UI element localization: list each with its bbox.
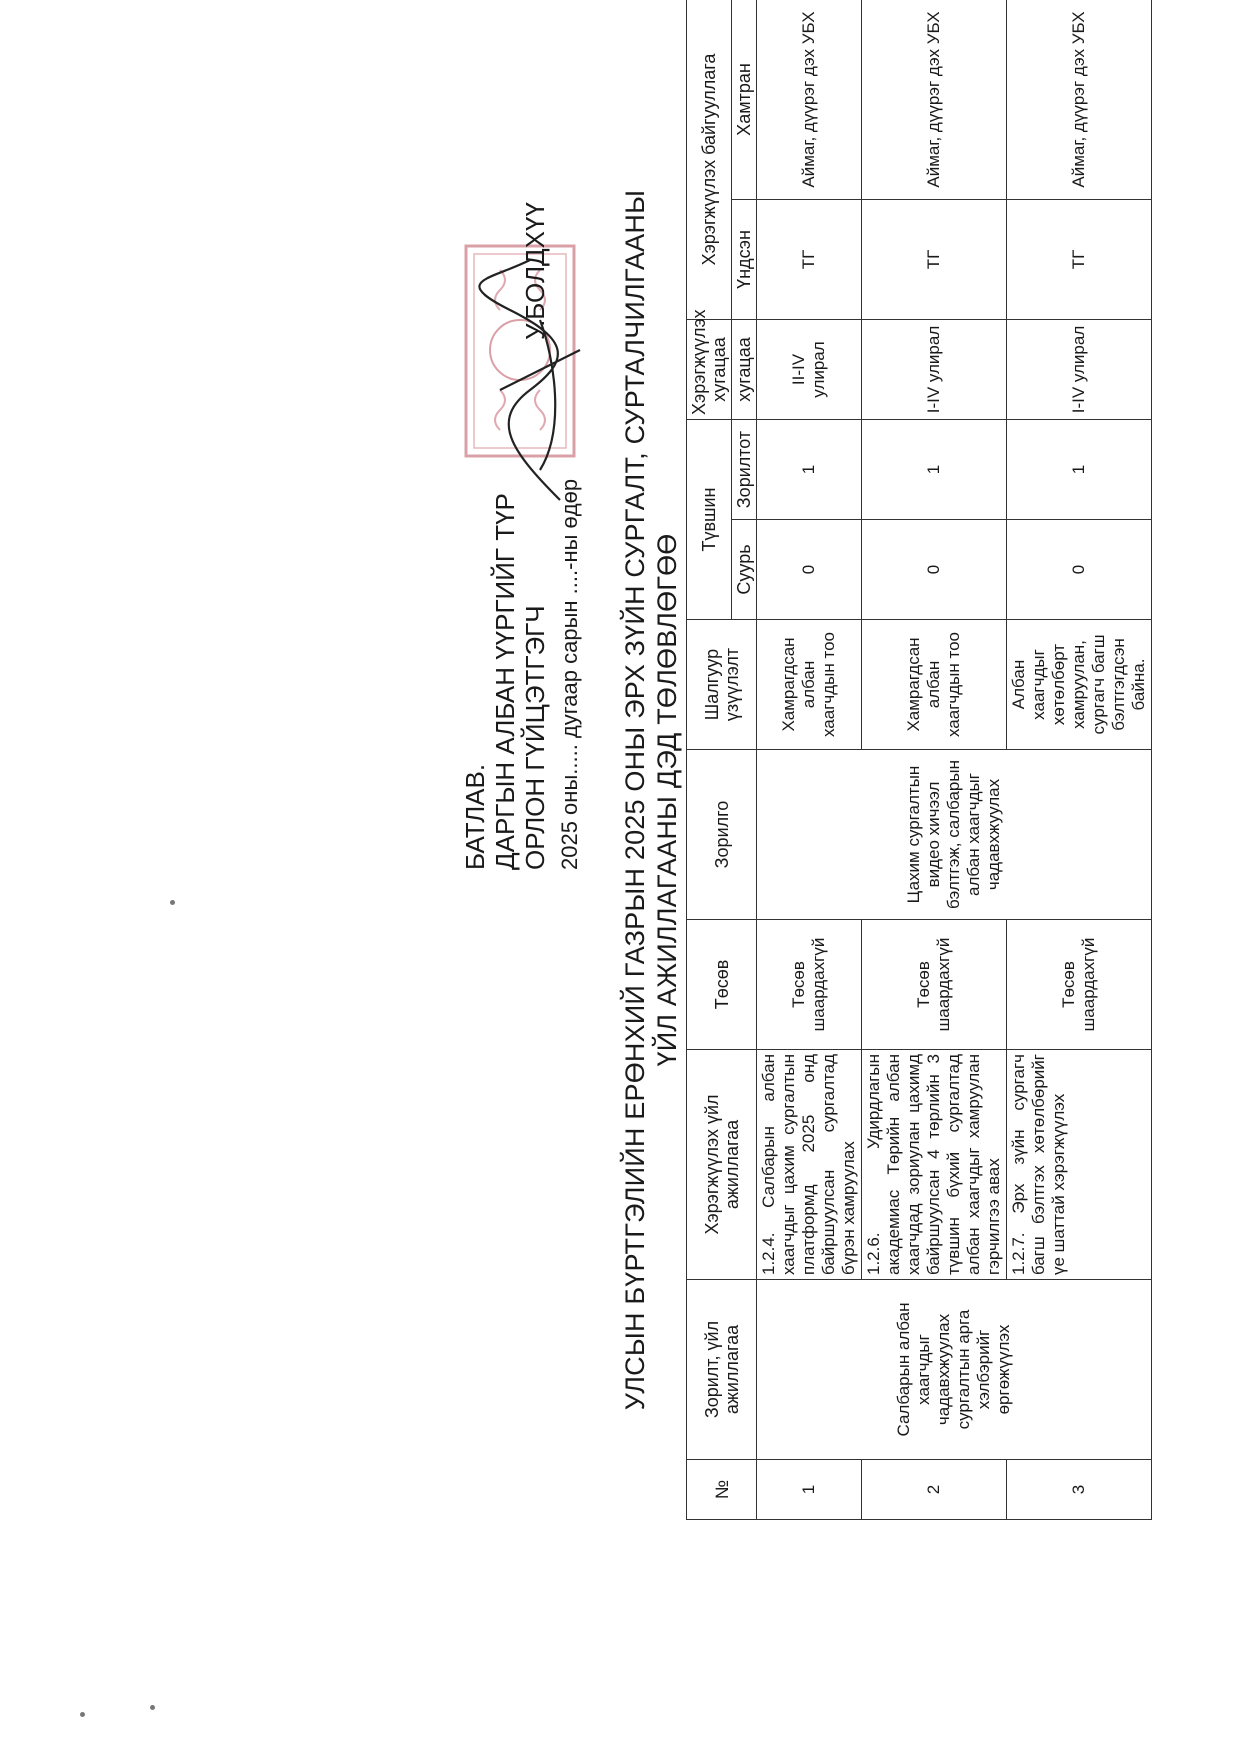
row-deadline: I-IV улирал [1007, 320, 1152, 420]
group-objective: Цахим сургалтын видео хичээл бэлтгэж, салбарын албан хаагчдыг чадавхжуулах [757, 750, 1152, 920]
table-header-row [687, 0, 732, 1520]
row-base: 0 [1007, 520, 1152, 620]
group-goal: Салбарын албан хаагчдыг чадавхжуулах сургалтын арга хэлбэрийг өргөжүүлэх [757, 1280, 1152, 1460]
plan-table [686, 0, 1152, 1520]
row-no: 2 [862, 1460, 1007, 1520]
document-title-line2: ҮЙЛ АЖИЛЛАГААНЫ ДЭД ТӨЛӨВЛӨГӨӨ [652, 533, 682, 1067]
approver-position-line1: ДАРГЫН АЛБАН ҮҮРГИЙГ ТҮР [490, 493, 520, 870]
row-target: 1 [757, 420, 862, 520]
document-title-line1: УЛСЫН БҮРТГЭЛИЙН ЕРӨНХИЙ ГАЗРЫН 2025 ОНЫ ЭРХ ЗҮЙН СУРГАЛТ, СУРТАЛЧИЛГААНЫ [620, 189, 650, 1411]
header-deadline-group: Хэрэгжүүлэх хугацаа [687, 320, 732, 420]
header-budget: Төсөв [687, 920, 757, 1050]
row-main-org: ТГ [862, 200, 1007, 320]
row-no: 3 [1007, 1460, 1152, 1520]
header-org-partner: Хамтран [732, 0, 757, 200]
header-goal: Зорилт, үйл ажиллагаа [687, 1280, 757, 1460]
header-deadline: хугацаа [732, 320, 757, 420]
scan-speck [170, 900, 175, 905]
header-activity: Хэрэгжүүлэх үйл ажиллагаа [687, 1050, 757, 1280]
header-level-target: Зорилтот [732, 420, 757, 520]
row-budget: Төсөв шаардахгүй [757, 920, 862, 1050]
row-criteria: Хамрагдсан албан хаагчдын тоо [862, 620, 1007, 750]
row-deadline: II-IV улирал [757, 320, 862, 420]
header-level: Түвшин [687, 420, 732, 620]
row-partner-org: Аймаг, дүүрэг дэх УБХ [862, 0, 1007, 200]
row-activity: 1.2.7. Эрх зүйн сургагч багш бэлтгэх хөтөлбөрийг үе шаттай хэрэгжүүлэх [1007, 1050, 1152, 1280]
signature [470, 250, 595, 510]
approval-date: 2025 оны..... дугаар сарын ....-ны өдөр [557, 478, 582, 870]
header-org-group: Хэрэгжүүлэх байгууллага [687, 0, 732, 320]
row-activity: 1.2.4. Салбарын албан хаагчдыг цахим сургалтын платформд 2025 онд байршуулсан сургалтад бүрэн хамруулах [757, 1050, 862, 1280]
row-partner-org: Аймаг, дүүрэг дэх УБХ [1007, 0, 1152, 200]
header-objective: Зорилго [687, 750, 757, 920]
row-criteria: Хамрагдсан албан хаагчдын тоо [757, 620, 862, 750]
header-level-base: Суурь [732, 520, 757, 620]
row-budget: Төсөв шаардахгүй [862, 920, 1007, 1050]
row-base: 0 [862, 520, 1007, 620]
scan-speck [150, 1705, 155, 1710]
header-no: № [687, 1460, 757, 1520]
table-row [757, 0, 862, 1520]
approver-name: У.БОЛДХҮҮ [520, 202, 550, 340]
approval-word: БАТЛАВ. [460, 763, 490, 870]
header-org-main: Үндсэн [732, 200, 757, 320]
row-target: 1 [1007, 420, 1152, 520]
scan-speck [80, 1712, 85, 1717]
row-base: 0 [757, 520, 862, 620]
row-partner-org: Аймаг, дүүрэг дэх УБХ [757, 0, 862, 200]
row-criteria: Албан хаагчдыг хөтөлбөрт хамруулан, сургагч багш бэлтгэгдсэн байна. [1007, 620, 1152, 750]
row-budget: Төсөв шаардахгүй [1007, 920, 1152, 1050]
row-no: 1 [757, 1460, 862, 1520]
row-target: 1 [862, 420, 1007, 520]
approver-position-line2: ОРЛОН ГҮЙЦЭТГЭГЧ [520, 605, 550, 870]
row-activity: 1.2.6. Удирдлагын академиас Төрийн албан хаагчдад зориулан цахимд байршуулсан 4 төрлийн 3 түвшин бүхий сургалтад албан хаагчдыг хамруулан гэрчилгээ авах [862, 1050, 1007, 1280]
row-deadline: I-IV улирал [862, 320, 1007, 420]
row-main-org: ТГ [757, 200, 862, 320]
row-main-org: ТГ [1007, 200, 1152, 320]
header-criteria: Шалгуур үзүүлэлт [687, 620, 757, 750]
